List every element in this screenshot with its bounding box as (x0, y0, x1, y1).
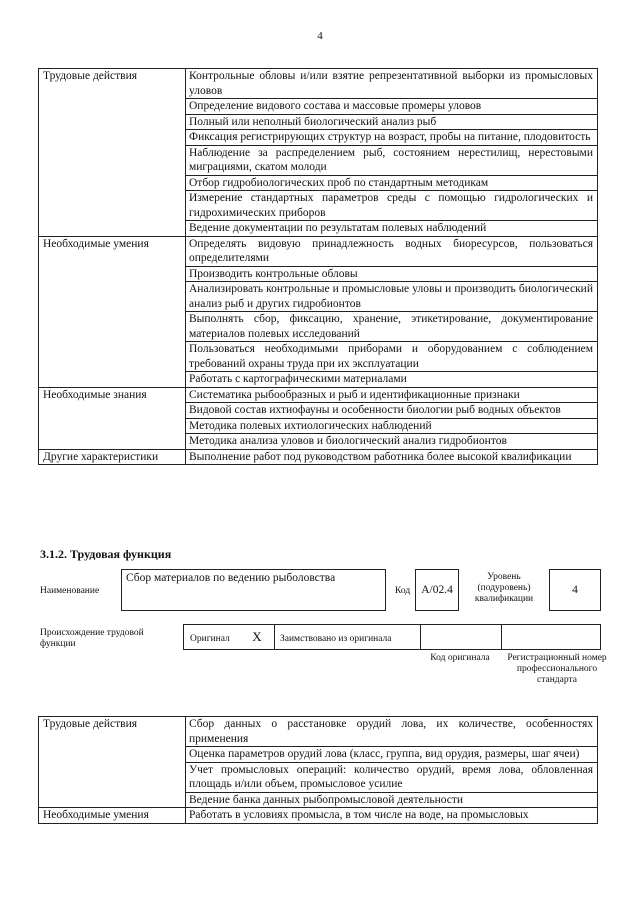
name-value: Сбор материалов по ведению рыболовства (121, 569, 386, 611)
table-row (39, 69, 598, 99)
table-row (39, 717, 598, 747)
row-item: Выполнение работ под руководством работника более высокой квалификации (186, 449, 598, 465)
row-item: Отбор гидробиологических проб по стандартным методикам (186, 175, 598, 191)
competency-table-2 (38, 716, 598, 824)
level-value: 4 (549, 569, 601, 611)
level-label: Уровень (подуровень) квалификации (474, 572, 534, 604)
code-label: Код (395, 586, 411, 596)
row-item: Ведение документации по результатам полевых наблюдений (186, 221, 598, 237)
borrowed-label: Заимствовано из оригинала (280, 634, 392, 644)
row-item: Фиксация регистрирующих структур на возраст, пробы на питание, плодовитость (186, 130, 598, 146)
row-item: Анализировать контрольные и промысловые уловы и производить биологический анализ рыб и других гидробионтов (186, 282, 598, 312)
origin-code-label: Код оригинала (430, 653, 490, 663)
origin-label: Происхождение трудовой функции (40, 628, 144, 649)
table-row (39, 236, 598, 266)
row-item: Систематика рыбообразных и рыб и идентификационные признаки (186, 387, 598, 403)
original-label: Оригинал (190, 634, 230, 644)
row-item: Методика полевых ихтиологических наблюдений (186, 418, 598, 434)
row-category: Трудовые действия (39, 717, 186, 808)
row-category: Необходимые знания (39, 387, 186, 449)
table-row (39, 387, 598, 403)
row-category: Трудовые действия (39, 69, 186, 237)
code-value: А/02.4 (415, 569, 459, 611)
row-item: Определение видового состава и массовые промеры уловов (186, 99, 598, 115)
section-title: 3.1.2. Трудовая функция (40, 547, 172, 561)
competency-table (38, 68, 598, 465)
original-mark: X (240, 625, 275, 649)
row-item: Наблюдение за распределением рыб, состоянием нерестилищ, нерестовыми миграциями, скатом молоди (186, 145, 598, 175)
row-item: Сбор данных о расстановке орудий лова, их количестве, особенностях применения (186, 717, 598, 747)
name-label: Наименование (40, 586, 100, 596)
row-item: Пользоваться необходимыми приборами и оборудованием с соблюдением требований охраны труда при их эксплуатации (186, 342, 598, 372)
row-item: Видовой состав ихтиофауны и особенности биологии рыб водных объектов (186, 403, 598, 419)
row-category: Необходимые умения (39, 236, 186, 387)
page-number: 4 (317, 30, 323, 42)
row-item: Методика анализа уловов и биологический анализ гидробионтов (186, 434, 598, 450)
table-row (39, 449, 598, 465)
row-item: Полный или неполный биологический анализ рыб (186, 114, 598, 130)
table-row (39, 808, 598, 824)
reg-number-label: Регистрационный номер профессионального стандарта (507, 653, 607, 685)
row-category: Необходимые умения (39, 808, 186, 824)
origin-code-cell (420, 625, 502, 649)
row-item: Выполнять сбор, фиксацию, хранение, этикетирование, документирование материалов полевых исследований (186, 312, 598, 342)
row-item: Работать с картографическими материалами (186, 372, 598, 388)
row-item: Производить контрольные обловы (186, 266, 598, 282)
row-item: Определять видовую принадлежность водных биоресурсов, пользоваться определителями (186, 236, 598, 266)
row-category: Другие характеристики (39, 449, 186, 465)
row-item: Контрольные обловы и/или взятие репрезентативной выборки из промысловых уловов (186, 69, 598, 99)
row-item: Измерение стандартных параметров среды с помощью гидрологических и гидрохимических приборов (186, 191, 598, 221)
row-item: Работать в условиях промысла, в том числе на воде, на промысловых (186, 808, 598, 824)
row-item: Учет промысловых операций: количество орудий, время лова, обловленная площадь и/или объем, промысловое усилие (186, 762, 598, 792)
origin-box (183, 624, 601, 650)
row-item: Оценка параметров орудий лова (класс, группа, вид орудия, размеры, шаг ячеи) (186, 747, 598, 763)
row-item: Ведение банка данных рыбопромысловой деятельности (186, 792, 598, 808)
